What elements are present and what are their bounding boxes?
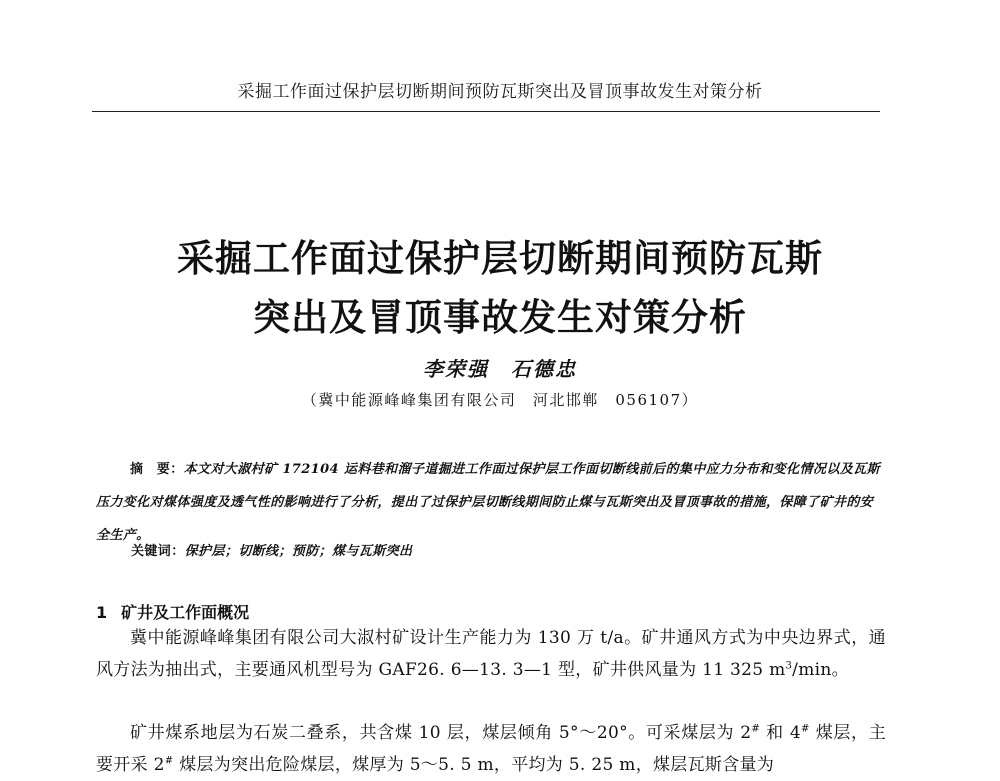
section-number: 1 [96,603,108,622]
header-rule [92,111,880,112]
title-line-2: 突出及冒顶事故发生对策分析 [253,296,747,339]
superscript: # [751,723,761,735]
running-header: 采掘工作面过保护层切断期间预防瓦斯突出及冒顶事故发生对策分析 [237,82,763,102]
paragraph-2-text: 煤层为突出危险煤层，煤厚为 5～5. 5 m，平均为 5. 25 m，煤层瓦斯含量为 [173,755,775,775]
paragraph-2-text: 和 4 [760,723,801,743]
section-heading [96,600,249,623]
authors: 李荣强 石德忠 [423,357,577,381]
keywords [131,540,881,559]
paragraph-2-text: 煤层，主要开采 2 [96,723,886,775]
affiliation: （冀中能源峰峰集团有限公司 河北邯郸 056107） [301,391,699,409]
paragraph-1-text-end: /min。 [792,660,849,680]
body-paragraph-2 [96,717,886,781]
paragraph-2-text: 矿井煤系地层为石炭二叠系，共含煤 10 层，煤层倾角 5°～20°。可采煤层为 2 [130,723,752,743]
body-paragraph-1 [96,622,886,686]
superscript: 3 [785,660,793,672]
section-title: 矿井及工作面概况 [121,603,250,622]
abstract [96,453,886,552]
superscript: # [800,723,810,735]
keywords-label: 关键词： [131,544,185,559]
abstract-text: 本文对大淑村矿 172104 运料巷和溜子道掘进工作面过保护层工作面切断线前后的集中应力分布和变化情况以及瓦斯压力变化对煤体强度及透气性的影响进行了分析，提出了过保护层切断线期间防止煤与瓦斯突出及冒顶事故的措施，保障了矿井的安全生产。 [96,462,880,543]
abstract-label: 摘 要： [130,462,184,477]
paragraph-1-text: 冀中能源峰峰集团有限公司大淑村矿设计生产能力为 130 万 t/a。矿井通风方式为中央边界式，通风方法为抽出式，主要通风机型号为 GAF26. 6—13. 3—1 型，矿井供风量为 11 325 m [96,628,886,680]
title-line-1: 采掘工作面过保护层切断期间预防瓦斯 [177,237,823,280]
superscript: # [164,755,174,767]
keywords-text: 保护层；切断线；预防；煤与瓦斯突出 [184,544,413,559]
